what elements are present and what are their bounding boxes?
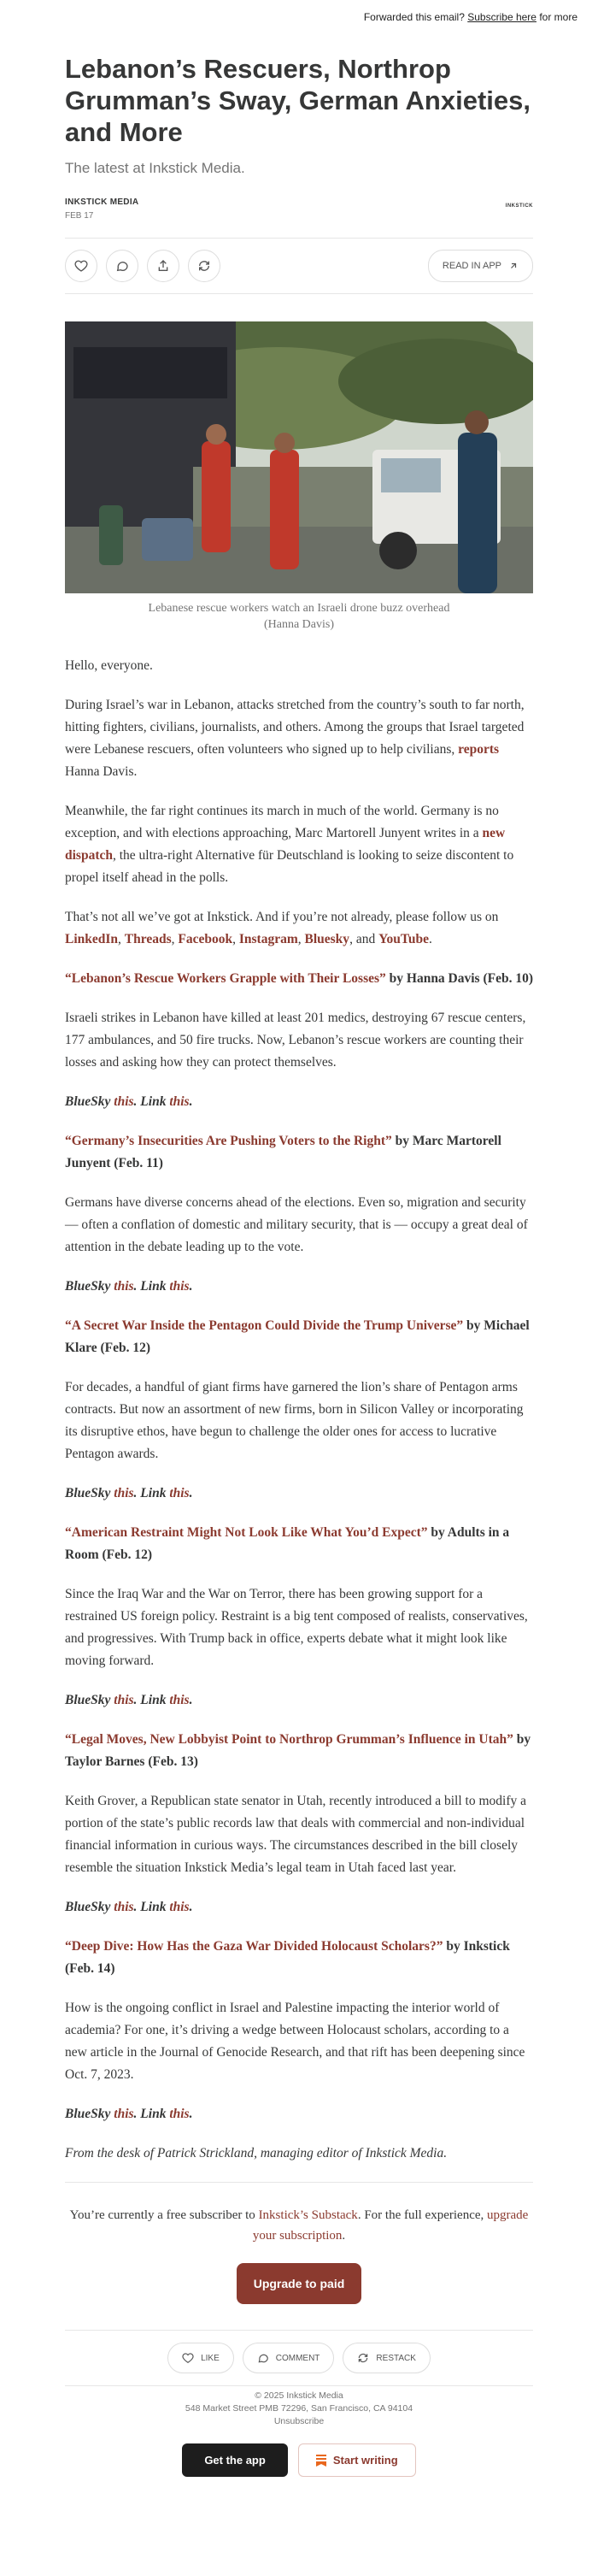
article-links bbox=[65, 1276, 533, 1298]
youtube-link[interactable]: YouTube bbox=[378, 932, 429, 946]
bluesky-this-link[interactable]: this bbox=[114, 1486, 134, 1500]
separator: , bbox=[297, 932, 305, 946]
article-title-link[interactable]: “Germany’s Insecurities Are Pushing Voters to the Right” bbox=[65, 1134, 392, 1148]
subscriber-text: You’re currently a free subscriber to bbox=[69, 2208, 259, 2222]
link-label: Link bbox=[140, 1279, 167, 1294]
separator: . bbox=[133, 1486, 138, 1500]
post-header bbox=[0, 32, 598, 294]
article-title-link[interactable]: “Deep Dive: How Has the Gaza War Divided Holocaust Scholars?” bbox=[65, 1939, 443, 1954]
signoff: From the desk of Patrick Strickland, managing editor of Inkstick Media. bbox=[65, 2146, 448, 2160]
post-action-icons bbox=[65, 250, 220, 282]
germany-paragraph bbox=[65, 800, 533, 889]
article-links bbox=[65, 1689, 533, 1712]
article-title-link[interactable]: “American Restraint Might Not Look Like What You’d Expect” bbox=[65, 1525, 428, 1540]
article-byline: by Taylor Barnes (Feb. 13) bbox=[65, 1732, 531, 1769]
separator: , bbox=[171, 932, 179, 946]
article-links bbox=[65, 1896, 533, 1919]
subscriber-note bbox=[65, 2205, 533, 2246]
instagram-link[interactable]: Instagram bbox=[238, 932, 298, 946]
get-the-app-button[interactable]: Get the app bbox=[182, 2443, 288, 2477]
post-body bbox=[0, 655, 598, 2165]
separator: . bbox=[189, 2107, 193, 2121]
bluesky-label: BlueSky bbox=[65, 1693, 111, 1707]
restack-button[interactable] bbox=[188, 250, 220, 282]
post-actions-bar bbox=[65, 239, 533, 293]
separator: . bbox=[133, 1094, 138, 1109]
subscriber-text: . For the full experience, bbox=[357, 2208, 488, 2222]
article-byline: by Adults in a Room (Feb. 12) bbox=[65, 1525, 510, 1562]
start-writing-button[interactable] bbox=[298, 2443, 416, 2477]
substack-link[interactable]: Inkstick’s Substack bbox=[258, 2208, 358, 2222]
restack-label: RESTACK bbox=[376, 2353, 416, 2363]
read-in-app-button[interactable] bbox=[428, 250, 533, 282]
bluesky-this-link[interactable]: this bbox=[114, 1279, 134, 1294]
article-heading bbox=[65, 1315, 533, 1359]
caption-line: Lebanese rescue workers watch an Israeli drone buzz overhead bbox=[148, 602, 450, 615]
image-caption bbox=[65, 600, 533, 633]
social-paragraph bbox=[65, 906, 533, 951]
restack-icon bbox=[357, 2352, 369, 2364]
separator: , and bbox=[349, 932, 379, 946]
heart-icon bbox=[182, 2352, 194, 2364]
unsubscribe-link[interactable]: Unsubscribe bbox=[273, 2416, 325, 2426]
article-title-link[interactable]: “Lebanon’s Rescue Workers Grapple with Their Losses” bbox=[65, 971, 386, 986]
article-this-link[interactable]: this bbox=[169, 1900, 190, 1914]
hero-image[interactable] bbox=[65, 321, 533, 593]
restack-icon bbox=[197, 259, 211, 273]
app-buttons bbox=[0, 2443, 598, 2477]
article-this-link[interactable]: this bbox=[169, 1693, 190, 1707]
comment-icon bbox=[115, 259, 129, 273]
subscriber-text: . bbox=[342, 2229, 346, 2243]
separator: . bbox=[133, 1279, 138, 1294]
bluesky-link[interactable]: Bluesky bbox=[304, 932, 350, 946]
article-heading bbox=[65, 1936, 533, 1980]
separator: , bbox=[232, 932, 239, 946]
link-label: Link bbox=[140, 1900, 167, 1914]
article-byline: by Michael Klare (Feb. 12) bbox=[65, 1318, 530, 1355]
article-heading bbox=[65, 1522, 533, 1566]
article-byline: by Hanna Davis (Feb. 10) bbox=[385, 971, 534, 986]
reports-link[interactable]: reports bbox=[458, 742, 500, 757]
article-summary: Germans have diverse concerns ahead of the elections. Even so, migration and security — often a conflation of domestic and military security, that is — occupy a great deal of attention in the debate leading up to the vote. bbox=[65, 1195, 528, 1254]
article-title-link[interactable]: “A Secret War Inside the Pentagon Could Divide the Trump Universe” bbox=[65, 1318, 464, 1333]
byline-block bbox=[65, 197, 138, 221]
threads-link[interactable]: Threads bbox=[124, 932, 172, 946]
germany-text-end: , the ultra-right Alternative für Deutschland is looking to seize discontent to propel itself ahead in the polls. bbox=[65, 848, 514, 885]
germany-text: Meanwhile, the far right continues its march in much of the world. Germany is no exception, and with elections approaching, Marc Martorell Junyent writes in a bbox=[65, 804, 499, 840]
article-heading bbox=[65, 1729, 533, 1773]
link-label: Link bbox=[140, 1094, 167, 1109]
post-subtitle: The latest at Inkstick Media. bbox=[65, 160, 245, 176]
social-text: That’s not all we’ve got at Inkstick. And if you’re not already, please follow us on bbox=[65, 910, 499, 924]
bottom-actions-bar bbox=[65, 2330, 533, 2386]
forwarded-text: Forwarded this email? bbox=[363, 11, 465, 23]
article-byline: by Inkstick (Feb. 14) bbox=[65, 1939, 510, 1976]
comment-button[interactable] bbox=[106, 250, 138, 282]
bluesky-label: BlueSky bbox=[65, 1900, 111, 1914]
article-summary: Israeli strikes in Lebanon have killed at least 201 medics, destroying 67 rescue centers, 177 ambulances, and 50 fire trucks. Now, Lebanon’s rescue workers are counting their losses and asking how they can protect themselves. bbox=[65, 1011, 526, 1070]
separator: . bbox=[189, 1279, 193, 1294]
footer-comment-button[interactable] bbox=[243, 2343, 335, 2373]
read-in-app-label: READ IN APP bbox=[442, 261, 501, 271]
article-links bbox=[65, 1483, 533, 1505]
link-label: Link bbox=[140, 1693, 167, 1707]
bluesky-label: BlueSky bbox=[65, 1094, 111, 1109]
article-byline: by Marc Martorell Junyent (Feb. 11) bbox=[65, 1134, 501, 1170]
separator: . bbox=[428, 932, 432, 946]
article-this-link[interactable]: this bbox=[169, 2107, 190, 2121]
article-summary: How is the ongoing conflict in Israel and Palestine impacting the interior world of academia? For one, it’s driving a wedge between Holocaust scholars, according to a new article in the Journal of Genocide Research, and that rift has been deepening since Oct. 7, 2023. bbox=[65, 2001, 525, 2082]
comment-icon bbox=[257, 2352, 269, 2364]
author-name[interactable]: INKSTICK MEDIA bbox=[65, 197, 139, 207]
bluesky-this-link[interactable]: this bbox=[114, 1900, 134, 1914]
start-writing-label: Start writing bbox=[332, 2454, 398, 2467]
like-button[interactable] bbox=[65, 250, 97, 282]
bluesky-this-link[interactable]: this bbox=[114, 2107, 134, 2121]
separator: . bbox=[189, 1900, 193, 1914]
forwarded-suffix: for more bbox=[539, 11, 577, 23]
separator: , bbox=[118, 932, 125, 946]
like-label: LIKE bbox=[201, 2353, 220, 2363]
footer-restack-button[interactable] bbox=[343, 2343, 431, 2373]
heart-icon bbox=[74, 259, 88, 273]
article-title-link[interactable]: “Legal Moves, New Lobbyist Point to Northrop Grumman’s Influence in Utah” bbox=[65, 1732, 513, 1747]
bluesky-this-link[interactable]: this bbox=[114, 1094, 134, 1109]
comment-label: COMMENT bbox=[275, 2353, 320, 2363]
footer-like-button[interactable] bbox=[167, 2343, 234, 2373]
substack-logo-icon bbox=[316, 2455, 326, 2467]
link-label: Link bbox=[140, 2107, 167, 2121]
caption-credit: (Hanna Davis) bbox=[263, 618, 335, 631]
separator: . bbox=[133, 2107, 138, 2121]
article-this-link[interactable]: this bbox=[169, 1279, 190, 1294]
bluesky-label: BlueSky bbox=[65, 1486, 111, 1500]
share-button[interactable] bbox=[147, 250, 179, 282]
article-links bbox=[65, 1091, 533, 1113]
separator: . bbox=[133, 1693, 138, 1707]
legal-footer bbox=[0, 2390, 598, 2428]
upgrade-to-paid-button[interactable]: Upgrade to paid bbox=[237, 2263, 362, 2304]
separator: . bbox=[189, 1094, 193, 1109]
address: 548 Market Street PMB 72296, San Francisco, CA 94104 bbox=[185, 2403, 413, 2414]
intro-text: During Israel’s war in Lebanon, attacks stretched from the country’s south to far north, hitting fighters, civilians, journalists, and others. Among the groups that Israel targeted were Lebanese rescuers, often volunteers who signed up to help civilians, bbox=[65, 698, 525, 757]
article-links bbox=[65, 2103, 533, 2125]
arrow-up-right-icon bbox=[508, 261, 519, 271]
bluesky-this-link[interactable]: this bbox=[114, 1693, 134, 1707]
greeting: Hello, everyone. bbox=[65, 658, 153, 673]
linkedin-link[interactable]: LinkedIn bbox=[65, 932, 119, 946]
article-heading bbox=[65, 968, 533, 990]
subscribe-link[interactable]: Subscribe here bbox=[467, 11, 536, 23]
hero-photo bbox=[65, 321, 533, 593]
publication-logo: INKSTICK bbox=[505, 203, 533, 209]
article-summary: For decades, a handful of giant firms have garnered the lion’s share of Pentagon arms contracts. But now an assortment of new firms, born in Silicon Valley or incorporating its disruptive ethos, have begun to challenge the older ones for access to lucrative Pentagon awards. bbox=[65, 1380, 524, 1461]
facebook-link[interactable]: Facebook bbox=[178, 932, 233, 946]
intro-text-end: Hanna Davis. bbox=[65, 764, 138, 779]
post-meta bbox=[65, 197, 533, 221]
new-dispatch-link[interactable]: new dispatch bbox=[65, 826, 506, 863]
link-label: Link bbox=[140, 1486, 167, 1500]
divider bbox=[65, 293, 533, 294]
forwarded-note bbox=[0, 0, 598, 32]
article-this-link[interactable]: this bbox=[169, 1094, 190, 1109]
upgrade-subscription-link[interactable]: upgrade your subscription bbox=[252, 2208, 529, 2243]
intro-paragraph bbox=[65, 694, 533, 783]
article-summary: Keith Grover, a Republican state senator in Utah, recently introduced a bill to modify a portion of the state’s public records law that deals with commercial and non-individual financial information in curious ways. The circumstances described in the bill closely resemble the situation Inkstick Media’s legal team in Utah faced last year. bbox=[65, 1794, 526, 1875]
share-icon bbox=[156, 259, 170, 273]
article-summary: Since the Iraq War and the War on Terror, there has been growing support for a restrained US foreign policy. Restraint is a big tent composed of realists, conservatives, and progressives. With Trump back in office, experts debate what it might look like moving forward. bbox=[65, 1587, 528, 1668]
post-date: FEB 17 bbox=[65, 211, 94, 221]
separator: . bbox=[133, 1900, 138, 1914]
separator: . bbox=[189, 1486, 193, 1500]
bluesky-label: BlueSky bbox=[65, 2107, 111, 2121]
bluesky-label: BlueSky bbox=[65, 1279, 111, 1294]
separator: . bbox=[189, 1693, 193, 1707]
copyright: © 2025 Inkstick Media bbox=[255, 2390, 343, 2401]
post-title[interactable]: Lebanon’s Rescuers, Northrop Grumman’s Sway, German Anxieties, and More bbox=[65, 54, 531, 147]
article-heading bbox=[65, 1130, 533, 1175]
article-this-link[interactable]: this bbox=[169, 1486, 190, 1500]
subscription-footer bbox=[65, 2182, 533, 2304]
